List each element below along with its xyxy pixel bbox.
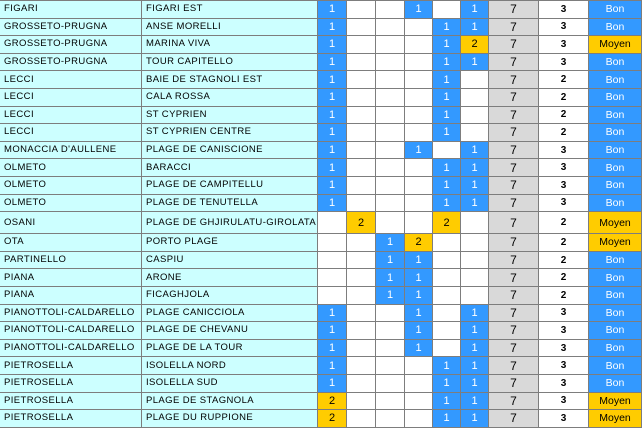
seven-cell: 7: [489, 212, 539, 234]
seven-cell: 7: [489, 393, 539, 411]
measure-cell-2: [347, 142, 376, 160]
measure-cell-1: 1: [318, 1, 347, 19]
measure-cell-3: [376, 340, 405, 358]
beach-cell: CALA ROSSA: [142, 89, 318, 107]
measure-cell-4: [405, 19, 433, 37]
beach-cell: MARINA VIVA: [142, 36, 318, 54]
beach-cell: ANSE MORELLI: [142, 19, 318, 37]
count-cell: 3: [539, 305, 589, 323]
quality-cell: Moyen: [589, 410, 642, 428]
measure-cell-2: [347, 89, 376, 107]
table-row: [0, 54, 642, 72]
measure-cell-5: [433, 305, 461, 323]
measure-cell-3: [376, 19, 405, 37]
count-cell: 2: [539, 212, 589, 234]
commune-cell: OLMETO: [0, 159, 142, 177]
measure-cell-3: [376, 36, 405, 54]
measure-cell-2: [347, 357, 376, 375]
beach-cell: PLAGE DE GHJIRULATU-GIROLATA: [142, 212, 318, 234]
measure-cell-3: [376, 305, 405, 323]
measure-cell-6: 1: [461, 340, 489, 358]
measure-cell-1: 1: [318, 36, 347, 54]
measure-cell-6: 1: [461, 393, 489, 411]
measure-cell-3: [376, 1, 405, 19]
seven-cell: 7: [489, 177, 539, 195]
table-row: [0, 19, 642, 37]
quality-cell: Bon: [589, 54, 642, 72]
quality-cell: Moyen: [589, 212, 642, 234]
measure-cell-3: [376, 107, 405, 125]
count-cell: 3: [539, 54, 589, 72]
seven-cell: 7: [489, 340, 539, 358]
commune-cell: OLMETO: [0, 195, 142, 213]
count-cell: 3: [539, 19, 589, 37]
table-row: [0, 322, 642, 340]
quality-cell: Bon: [589, 159, 642, 177]
table-row: [0, 142, 642, 160]
beach-cell: PLAGE CANICCIOLA: [142, 305, 318, 323]
beach-cell: PLAGE DE TENUTELLA: [142, 195, 318, 213]
measure-cell-5: 1: [433, 159, 461, 177]
seven-cell: 7: [489, 252, 539, 270]
seven-cell: 7: [489, 357, 539, 375]
seven-cell: 7: [489, 19, 539, 37]
measure-cell-2: [347, 410, 376, 428]
count-cell: 2: [539, 234, 589, 252]
measure-cell-4: [405, 107, 433, 125]
measure-cell-2: [347, 19, 376, 37]
quality-cell: Bon: [589, 287, 642, 305]
measure-cell-4: 1: [405, 252, 433, 270]
table-row: [0, 410, 642, 428]
table-row: [0, 375, 642, 393]
measure-cell-3: 1: [376, 252, 405, 270]
commune-cell: OSANI: [0, 212, 142, 234]
commune-cell: PIANA: [0, 269, 142, 287]
commune-cell: GROSSETO-PRUGNA: [0, 54, 142, 72]
seven-cell: 7: [489, 269, 539, 287]
measure-cell-3: [376, 177, 405, 195]
count-cell: 3: [539, 340, 589, 358]
measure-cell-4: [405, 71, 433, 89]
seven-cell: 7: [489, 287, 539, 305]
measure-cell-1: 1: [318, 177, 347, 195]
seven-cell: 7: [489, 107, 539, 125]
commune-cell: PIANOTTOLI-CALDARELLO: [0, 340, 142, 358]
measure-cell-6: [461, 287, 489, 305]
count-cell: 2: [539, 89, 589, 107]
seven-cell: 7: [489, 142, 539, 160]
commune-cell: LECCI: [0, 124, 142, 142]
beach-cell: FIGARI EST: [142, 1, 318, 19]
seven-cell: 7: [489, 234, 539, 252]
measure-cell-3: [376, 54, 405, 72]
measure-cell-4: [405, 177, 433, 195]
measure-cell-6: 2: [461, 36, 489, 54]
measure-cell-2: [347, 375, 376, 393]
measure-cell-5: 1: [433, 54, 461, 72]
table-row: [0, 212, 642, 234]
quality-cell: Bon: [589, 19, 642, 37]
beach-cell: PLAGE DE LA TOUR: [142, 340, 318, 358]
measure-cell-6: 1: [461, 54, 489, 72]
beach-cell: ISOLELLA SUD: [142, 375, 318, 393]
measure-cell-3: [376, 375, 405, 393]
measure-cell-5: 1: [433, 124, 461, 142]
measure-cell-2: [347, 340, 376, 358]
table-row: [0, 357, 642, 375]
measure-cell-5: [433, 269, 461, 287]
measure-cell-5: 2: [433, 212, 461, 234]
count-cell: 3: [539, 357, 589, 375]
beach-cell: ARONE: [142, 269, 318, 287]
measure-cell-1: 1: [318, 357, 347, 375]
quality-cell: Moyen: [589, 393, 642, 411]
commune-cell: PIETROSELLA: [0, 393, 142, 411]
table-row: [0, 195, 642, 213]
measure-cell-6: [461, 107, 489, 125]
measure-cell-5: 1: [433, 410, 461, 428]
commune-cell: PIETROSELLA: [0, 410, 142, 428]
seven-cell: 7: [489, 195, 539, 213]
measure-cell-3: [376, 71, 405, 89]
measure-cell-5: 1: [433, 107, 461, 125]
measure-cell-6: [461, 212, 489, 234]
seven-cell: 7: [489, 322, 539, 340]
measure-cell-1: 2: [318, 393, 347, 411]
measure-cell-1: 1: [318, 124, 347, 142]
measure-cell-1: [318, 252, 347, 270]
beach-cell: BAIE DE STAGNOLI EST: [142, 71, 318, 89]
measure-cell-4: 1: [405, 269, 433, 287]
measure-cell-1: 1: [318, 322, 347, 340]
beach-cell: BARACCI: [142, 159, 318, 177]
count-cell: 2: [539, 71, 589, 89]
measure-cell-4: [405, 54, 433, 72]
measure-cell-5: [433, 1, 461, 19]
table-row: [0, 393, 642, 411]
measure-cell-2: [347, 195, 376, 213]
measure-cell-6: 1: [461, 410, 489, 428]
measure-cell-4: 1: [405, 287, 433, 305]
commune-cell: PIANOTTOLI-CALDARELLO: [0, 322, 142, 340]
quality-cell: Bon: [589, 269, 642, 287]
quality-cell: Bon: [589, 340, 642, 358]
measure-cell-2: [347, 36, 376, 54]
quality-cell: Bon: [589, 195, 642, 213]
measure-cell-5: [433, 287, 461, 305]
seven-cell: 7: [489, 159, 539, 177]
count-cell: 3: [539, 393, 589, 411]
measure-cell-3: 1: [376, 269, 405, 287]
measure-cell-1: [318, 269, 347, 287]
measure-cell-1: 1: [318, 71, 347, 89]
measure-cell-6: 1: [461, 195, 489, 213]
table-row: [0, 305, 642, 323]
commune-cell: LECCI: [0, 71, 142, 89]
measure-cell-1: 1: [318, 89, 347, 107]
table-row: [0, 159, 642, 177]
commune-cell: PIANA: [0, 287, 142, 305]
quality-cell: Bon: [589, 1, 642, 19]
measure-cell-2: [347, 159, 376, 177]
seven-cell: 7: [489, 89, 539, 107]
commune-cell: LECCI: [0, 89, 142, 107]
measure-cell-4: [405, 357, 433, 375]
seven-cell: 7: [489, 1, 539, 19]
measure-cell-2: [347, 305, 376, 323]
beach-cell: ST CYPRIEN CENTRE: [142, 124, 318, 142]
measure-cell-6: 1: [461, 1, 489, 19]
table-row: [0, 89, 642, 107]
measure-cell-6: [461, 89, 489, 107]
table-row: [0, 1, 642, 19]
table-row: [0, 36, 642, 54]
measure-cell-3: 1: [376, 287, 405, 305]
seven-cell: 7: [489, 36, 539, 54]
beach-cell: PLAGE DE STAGNOLA: [142, 393, 318, 411]
measure-cell-3: 1: [376, 234, 405, 252]
measure-cell-5: 1: [433, 19, 461, 37]
measure-cell-6: 1: [461, 142, 489, 160]
measure-cell-6: 1: [461, 305, 489, 323]
measure-cell-2: [347, 322, 376, 340]
beach-cell: ST CYPRIEN: [142, 107, 318, 125]
table-row: [0, 71, 642, 89]
quality-cell: Bon: [589, 375, 642, 393]
measure-cell-5: [433, 340, 461, 358]
measure-cell-4: [405, 89, 433, 107]
commune-cell: FIGARI: [0, 1, 142, 19]
measure-cell-6: [461, 71, 489, 89]
measure-cell-4: [405, 36, 433, 54]
quality-cell: Bon: [589, 124, 642, 142]
commune-cell: PARTINELLO: [0, 252, 142, 270]
measure-cell-3: [376, 195, 405, 213]
measure-cell-2: [347, 1, 376, 19]
count-cell: 3: [539, 1, 589, 19]
table-row: [0, 340, 642, 358]
beach-cell: PLAGE DU RUPPIONE: [142, 410, 318, 428]
table-row: [0, 177, 642, 195]
count-cell: 3: [539, 142, 589, 160]
quality-cell: Bon: [589, 177, 642, 195]
measure-cell-3: [376, 142, 405, 160]
seven-cell: 7: [489, 305, 539, 323]
beach-cell: PLAGE DE CAMPITELLU: [142, 177, 318, 195]
measure-cell-4: 1: [405, 305, 433, 323]
beach-cell: CASPIU: [142, 252, 318, 270]
measure-cell-2: [347, 107, 376, 125]
measure-cell-5: 1: [433, 177, 461, 195]
measure-cell-1: 1: [318, 142, 347, 160]
quality-cell: Moyen: [589, 36, 642, 54]
measure-cell-1: [318, 234, 347, 252]
measure-cell-5: 1: [433, 36, 461, 54]
measure-cell-4: [405, 410, 433, 428]
table-row: [0, 287, 642, 305]
count-cell: 3: [539, 375, 589, 393]
measure-cell-3: [376, 212, 405, 234]
measure-cell-3: [376, 159, 405, 177]
measure-cell-6: 1: [461, 159, 489, 177]
measure-cell-5: 1: [433, 195, 461, 213]
measure-cell-4: 1: [405, 1, 433, 19]
count-cell: 2: [539, 252, 589, 270]
measure-cell-5: [433, 142, 461, 160]
beach-cell: PLAGE DE CHEVANU: [142, 322, 318, 340]
measure-cell-6: [461, 269, 489, 287]
measure-cell-1: [318, 212, 347, 234]
count-cell: 2: [539, 107, 589, 125]
count-cell: 2: [539, 269, 589, 287]
count-cell: 3: [539, 322, 589, 340]
measure-cell-2: [347, 54, 376, 72]
measure-cell-6: 1: [461, 19, 489, 37]
measure-cell-1: 1: [318, 19, 347, 37]
measure-cell-1: 2: [318, 410, 347, 428]
commune-cell: OLMETO: [0, 177, 142, 195]
quality-cell: Bon: [589, 357, 642, 375]
beach-cell: FICAGHJOLA: [142, 287, 318, 305]
measure-cell-1: 1: [318, 305, 347, 323]
seven-cell: 7: [489, 124, 539, 142]
seven-cell: 7: [489, 375, 539, 393]
measure-cell-4: 1: [405, 142, 433, 160]
commune-cell: PIETROSELLA: [0, 357, 142, 375]
count-cell: 3: [539, 36, 589, 54]
count-cell: 2: [539, 287, 589, 305]
commune-cell: GROSSETO-PRUGNA: [0, 19, 142, 37]
measure-cell-1: 1: [318, 195, 347, 213]
table-row: [0, 234, 642, 252]
quality-cell: Bon: [589, 142, 642, 160]
measure-cell-6: 1: [461, 177, 489, 195]
measure-cell-2: [347, 287, 376, 305]
measure-cell-4: 1: [405, 340, 433, 358]
measure-cell-4: [405, 195, 433, 213]
quality-cell: Bon: [589, 71, 642, 89]
measure-cell-5: 1: [433, 357, 461, 375]
measure-cell-6: [461, 234, 489, 252]
measure-cell-1: 1: [318, 159, 347, 177]
beach-cell: PORTO PLAGE: [142, 234, 318, 252]
seven-cell: 7: [489, 410, 539, 428]
measure-cell-5: [433, 322, 461, 340]
measure-cell-5: 1: [433, 393, 461, 411]
measure-cell-3: [376, 357, 405, 375]
count-cell: 3: [539, 177, 589, 195]
measure-cell-3: [376, 393, 405, 411]
measure-cell-5: 1: [433, 375, 461, 393]
quality-cell: Bon: [589, 89, 642, 107]
measure-cell-3: [376, 322, 405, 340]
beach-cell: ISOLELLA NORD: [142, 357, 318, 375]
quality-cell: Bon: [589, 107, 642, 125]
measure-cell-6: 1: [461, 357, 489, 375]
measure-cell-5: [433, 252, 461, 270]
measure-cell-5: 1: [433, 89, 461, 107]
measure-cell-6: [461, 124, 489, 142]
quality-cell: Bon: [589, 322, 642, 340]
measure-cell-2: [347, 269, 376, 287]
count-cell: 3: [539, 195, 589, 213]
measure-cell-2: 2: [347, 212, 376, 234]
measure-cell-1: 1: [318, 375, 347, 393]
count-cell: 2: [539, 124, 589, 142]
measure-cell-1: 1: [318, 54, 347, 72]
measure-cell-4: [405, 212, 433, 234]
seven-cell: 7: [489, 71, 539, 89]
measure-cell-4: [405, 393, 433, 411]
measure-cell-4: 2: [405, 234, 433, 252]
table-row: [0, 107, 642, 125]
measure-cell-6: [461, 252, 489, 270]
count-cell: 3: [539, 410, 589, 428]
measure-cell-2: [347, 177, 376, 195]
measure-cell-2: [347, 252, 376, 270]
commune-cell: PIANOTTOLI-CALDARELLO: [0, 305, 142, 323]
measure-cell-6: 1: [461, 322, 489, 340]
measure-cell-1: 1: [318, 107, 347, 125]
measure-cell-2: [347, 124, 376, 142]
beach-cell: PLAGE DE CANISCIONE: [142, 142, 318, 160]
measure-cell-1: 1: [318, 340, 347, 358]
commune-cell: LECCI: [0, 107, 142, 125]
commune-cell: OTA: [0, 234, 142, 252]
measure-cell-3: [376, 410, 405, 428]
measure-cell-5: 1: [433, 71, 461, 89]
table-row: [0, 252, 642, 270]
measure-cell-4: [405, 124, 433, 142]
beach-cell: TOUR CAPITELLO: [142, 54, 318, 72]
measure-cell-2: [347, 234, 376, 252]
table-row: [0, 269, 642, 287]
measure-cell-4: 1: [405, 322, 433, 340]
commune-cell: PIETROSELLA: [0, 375, 142, 393]
count-cell: 3: [539, 159, 589, 177]
quality-cell: Bon: [589, 305, 642, 323]
quality-cell: Moyen: [589, 234, 642, 252]
commune-cell: GROSSETO-PRUGNA: [0, 36, 142, 54]
measure-cell-4: [405, 159, 433, 177]
table-row: [0, 124, 642, 142]
seven-cell: 7: [489, 54, 539, 72]
measure-cell-1: [318, 287, 347, 305]
measure-cell-3: [376, 124, 405, 142]
commune-cell: MONACCIA D'AULLENE: [0, 142, 142, 160]
quality-cell: Bon: [589, 252, 642, 270]
measure-cell-4: [405, 375, 433, 393]
measure-cell-2: [347, 71, 376, 89]
measure-cell-2: [347, 393, 376, 411]
measure-cell-3: [376, 89, 405, 107]
measure-cell-6: 1: [461, 375, 489, 393]
measure-cell-5: [433, 234, 461, 252]
